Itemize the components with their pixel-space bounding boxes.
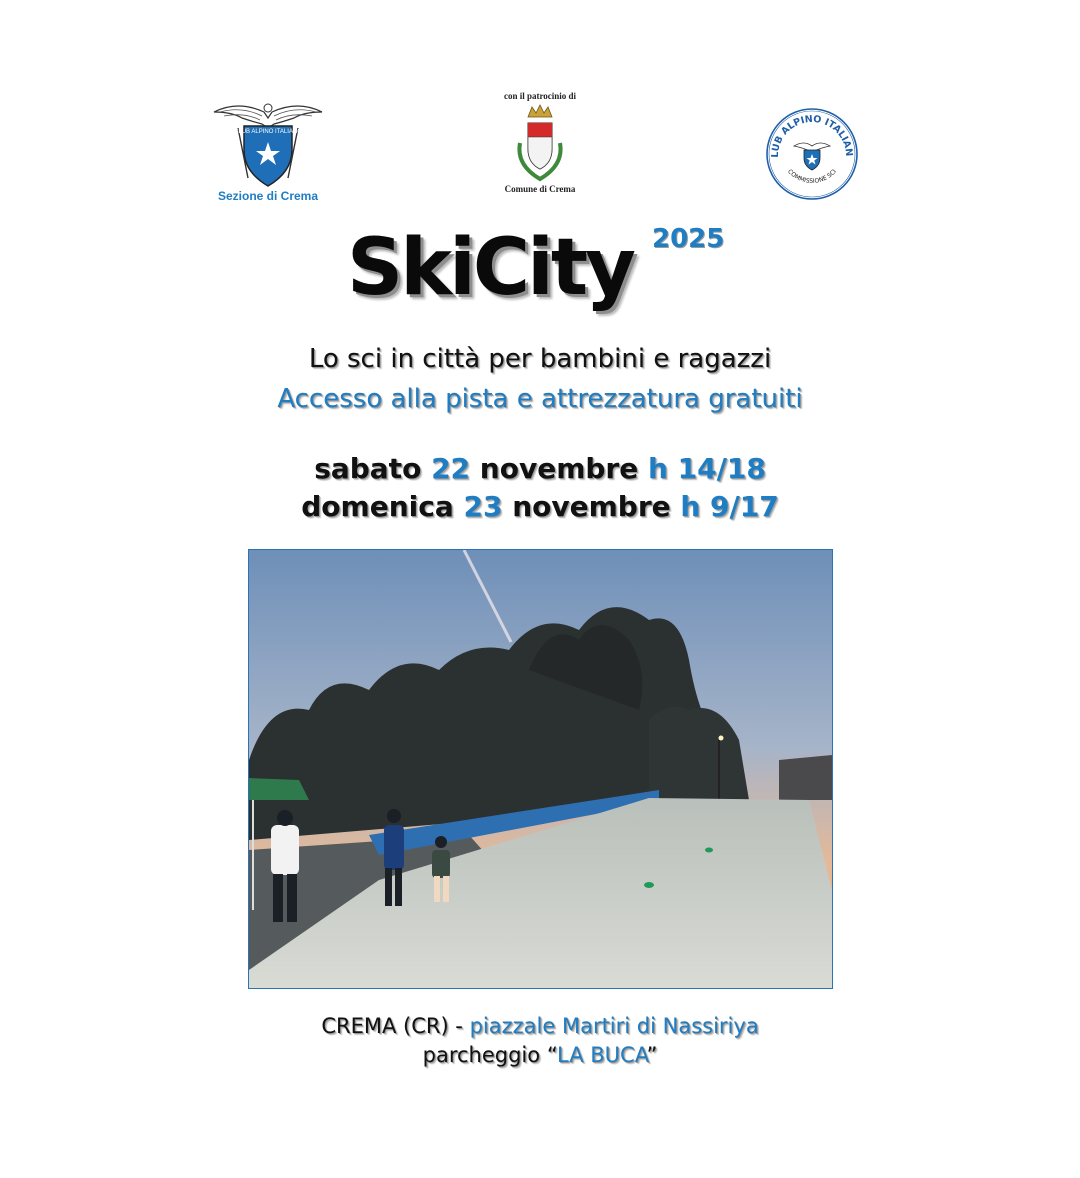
ring-text-top: LUB ALPINO ITALIAN bbox=[769, 113, 855, 158]
parking-quote-open: “ bbox=[546, 1043, 558, 1067]
event-title: SkiCity bbox=[347, 223, 633, 313]
patronage-caption: Comune di Crema bbox=[504, 184, 576, 194]
date-number: 22 bbox=[431, 452, 471, 485]
subtitle-line-2: Accesso alla pista e attrezzatura gratuiti bbox=[277, 384, 803, 414]
date-day: sabato bbox=[314, 452, 422, 485]
section-caption: Sezione di Crema bbox=[217, 189, 319, 203]
date-hours: h 9/17 bbox=[680, 490, 779, 523]
ring-text-bottom: COMMISSIONE SCI bbox=[786, 168, 838, 185]
parking-label: parcheggio bbox=[422, 1043, 541, 1067]
comune-di-crema-coat-of-arms-icon bbox=[510, 103, 570, 183]
location-place: piazzale Martiri di Nassiriya bbox=[469, 1014, 759, 1038]
date-day: domenica bbox=[301, 490, 454, 523]
event-year: 2025 bbox=[652, 224, 725, 254]
date-month: novembre bbox=[512, 490, 671, 523]
location-line bbox=[0, 1014, 1080, 1038]
subtitle-line-1: Lo sci in città per bambini e ragazzi bbox=[308, 344, 772, 374]
date-month: novembre bbox=[479, 452, 639, 485]
patronage-label: con il patrocinio di bbox=[503, 91, 577, 101]
date-hours: h 14/18 bbox=[647, 452, 766, 485]
parking-line bbox=[0, 1043, 1080, 1067]
ski-slope-photo bbox=[248, 549, 833, 989]
parking-quote-close: ” bbox=[646, 1043, 658, 1067]
location-city: CREMA (CR) - bbox=[321, 1014, 463, 1038]
date-line-saturday bbox=[0, 452, 1080, 485]
date-number: 23 bbox=[463, 490, 503, 523]
emblem-text: CLUB ALPINO ITALIANO bbox=[234, 129, 302, 135]
parking-name: LA BUCA bbox=[557, 1043, 647, 1067]
cai-commissione-sci-round-icon bbox=[764, 106, 860, 202]
date-line-sunday bbox=[0, 490, 1080, 523]
